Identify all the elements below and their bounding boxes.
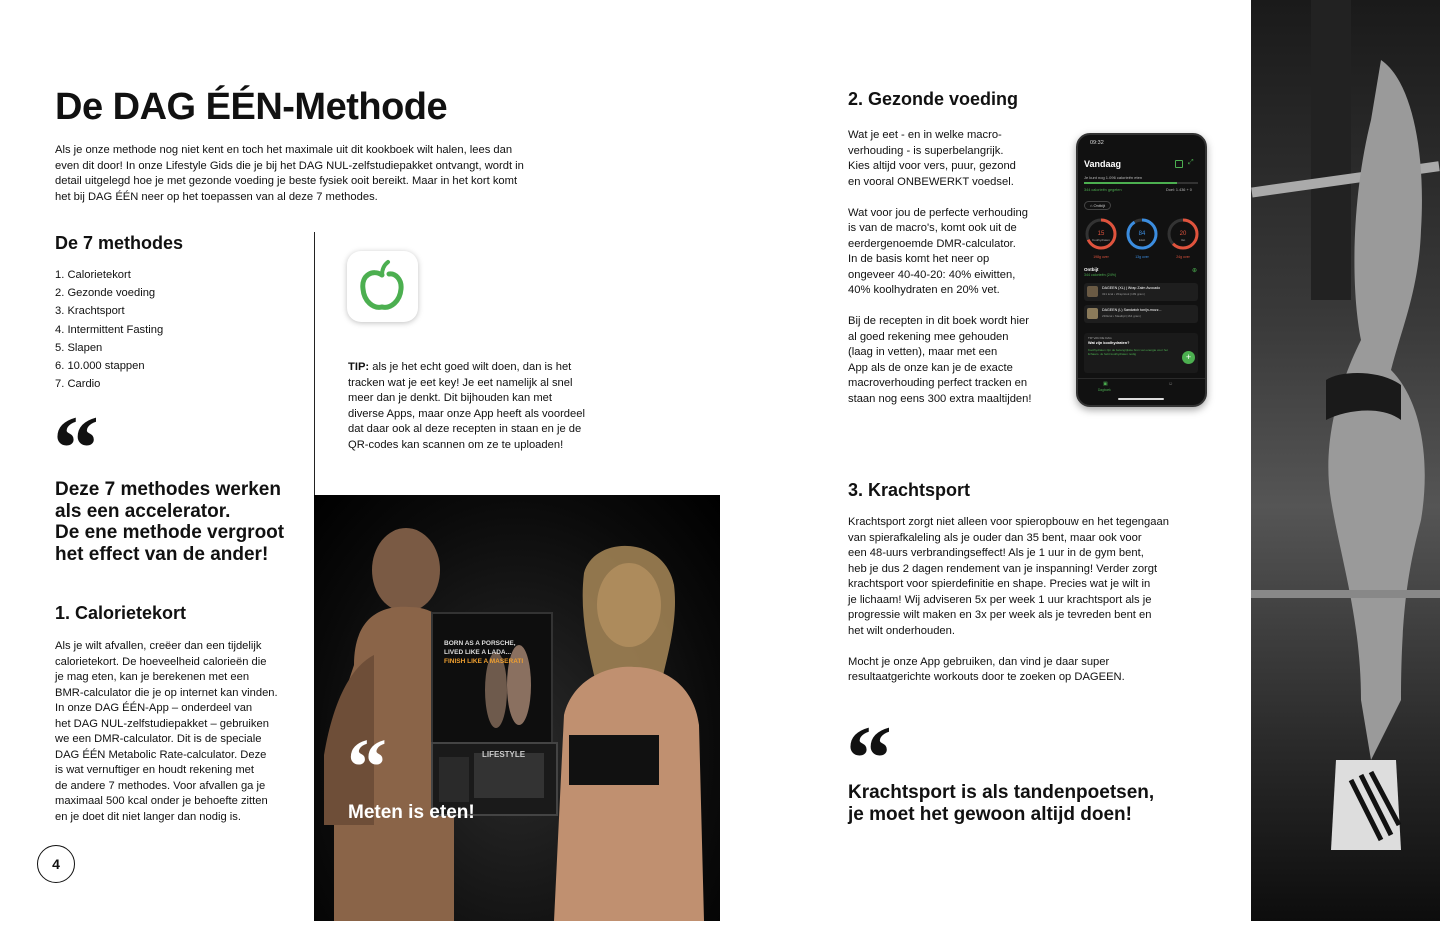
text-line: heb je dus 2 dagen rendement van je inspanning! Verder zorgt: [848, 562, 1158, 575]
photo-quote-mark-icon: “: [347, 724, 387, 812]
text-line: is van de macro's, komt ook uit de: [848, 222, 1017, 234]
list-item: 7. Cardio: [55, 378, 101, 391]
ring-label: Vet: [1180, 238, 1186, 242]
tip-card-title: TIP VAN DE DAG: [1088, 336, 1112, 340]
text-line: we een DMR-calculator. Dit is de speciale: [55, 733, 262, 745]
ring-sub: 24g over: [1176, 255, 1190, 259]
text-line: Wat voor jou de perfecte verhouding: [848, 206, 1028, 219]
text-line: [348, 360, 598, 376]
list-item: 5. Slapen: [55, 341, 103, 354]
text-line: Mocht je onze App gebruiken, dan vind je daar super: [848, 655, 1110, 668]
calorie-progress-fill: [1084, 182, 1177, 184]
meal-meta: 321 kcal • Wrap/stuk (199 gram): [1102, 292, 1145, 296]
pull-quote-line: als een accelerator.: [55, 500, 231, 522]
box-text-line: BORN AS A PORSCHE,: [444, 640, 516, 647]
tip-card-heading: Wat zijn koolhydraten?: [1088, 341, 1130, 345]
text-line: DAG ÉÉN Metabolic Rate-calculator. Deze: [55, 748, 267, 761]
text-line: krachtsport voor spierdefinitie en shape. Precies wat je wilt in: [848, 578, 1151, 590]
text-line: 40% koolhydraten en 20% vet.: [848, 284, 1000, 296]
text-line: resultaatgerichte workouts door te zoeken op DAGEEN.: [848, 671, 1125, 683]
text-line: en je doet dit niet langer dan nodig is.: [55, 810, 241, 823]
pull-quote-krachtsport: [848, 782, 1154, 825]
column-divider: [314, 232, 315, 496]
add-button[interactable]: +: [1182, 351, 1195, 364]
ring-sub: 13g over: [1135, 255, 1149, 259]
section3-body: [848, 515, 1193, 686]
text-line: en vooral ONBEWERKT voedsel.: [848, 175, 1014, 188]
list-item: 3. Krachtsport: [55, 305, 125, 318]
text-line: het DAG NUL-zelfstudiepakket – gebruiken: [55, 717, 269, 730]
tip-card[interactable]: [1084, 333, 1198, 373]
diary-icon[interactable]: ▣: [1103, 381, 1108, 387]
text-line: staan nog eens 300 extra maaltijden!: [848, 392, 1032, 405]
text-line: BMR-calculator die je op internet kan vinden.: [55, 686, 278, 699]
calorie-progress: [1084, 182, 1198, 184]
tip-paragraph: [348, 360, 598, 453]
text-line: Wat je eet - en in welke macro-: [848, 129, 1002, 141]
expand-icon[interactable]: ⤢: [1188, 159, 1194, 166]
text-line: (laag in vetten), maar met een: [848, 346, 998, 358]
text-line: diverse Apps, maar onze App heeft als voordeel: [348, 407, 585, 420]
list-item[interactable]: [1084, 305, 1198, 323]
text-line: macroverhouding perfect tracken en: [848, 377, 1028, 389]
text-line: Krachtsport zorgt niet alleen voor spieropbouw en het tegengaan: [848, 516, 1169, 528]
phone-mockup: [1076, 133, 1207, 407]
text-line: Bij de recepten in dit boek wordt hier: [848, 315, 1029, 327]
tab-dagboek[interactable]: Dagboek: [1098, 388, 1111, 392]
list-item: 2. Gezonde voeding: [55, 287, 156, 300]
section2-heading: 2. Gezonde voeding: [848, 89, 1019, 109]
box-text-line: FINISH LIKE A MASERATI: [444, 658, 524, 665]
pull-quote-line: Deze 7 methodes werken: [55, 479, 281, 500]
text-line: progressie wilt maken en 3x per week als je tevreden bent en: [848, 609, 1152, 621]
text-line: je lichaam! Wij adviseren 5x per week 1 uur krachtsport als je: [848, 593, 1152, 606]
text-line: een 48-uurs verbrandingseffect! Als je 1 uur in de gym bent,: [848, 547, 1144, 559]
pull-quote-line: je moet het gewoon altijd doen!: [848, 803, 1132, 825]
text-line: QR-codes kan scannen om ze te uploaden!: [348, 438, 564, 451]
pull-quote-line: Krachtsport is als tandenpoetsen,: [848, 782, 1155, 803]
calendar-icon[interactable]: [1175, 160, 1183, 168]
tab-ontbijt[interactable]: ⌂ Ontbijt: [1084, 201, 1111, 210]
tip-label: TIP:: [348, 361, 370, 373]
text-line: is wat vernuftiger en houdt rekening met: [55, 764, 254, 776]
ring-label: Eiwit: [1138, 238, 1146, 242]
text-line: meer dan je denkt. Dit bijhouden kan met: [348, 392, 552, 404]
list-item: 1. Calorietekort: [55, 269, 131, 281]
tip-text: als je het echt goed wilt doen, dan is het: [369, 361, 572, 373]
section1-body: [55, 639, 305, 825]
text-line: ongeveer 40-40-20: 40% eiwitten,: [848, 268, 1016, 281]
page-number: 4: [37, 845, 75, 883]
section1-heading: 1. Calorietekort: [55, 603, 187, 623]
text-line: je mag eten, kan je berekenen met een: [55, 671, 250, 683]
methods-list: [55, 266, 163, 393]
text-line: al goed rekening mee gehouden: [848, 330, 1009, 343]
text-line: eerdergenoemde DMR-calculator.: [848, 237, 1016, 250]
list-item[interactable]: [1084, 283, 1198, 301]
box-text-line: LIVED LIKE A LADA...: [444, 649, 512, 656]
app-icon: [347, 251, 418, 322]
couple-photo-illustration: [314, 495, 720, 921]
text-line: verhouding - is superbelangrijk.: [848, 144, 1004, 157]
meal-heading: Ontbijt: [1084, 267, 1099, 272]
ring-value: 20: [1179, 231, 1187, 237]
text-line: tracken wat je eet key! Je eet namelijk al snel: [348, 376, 573, 389]
methods-heading: De 7 methodes: [55, 233, 184, 253]
ring-label: Koolhydraten: [1092, 238, 1110, 242]
tip-card-text: Koolhydraten zijn de belangrijkste bron van energie voor het lichaam. Je hebt koolhydraten nodig: [1088, 348, 1168, 356]
text-line: In onze DAG ÉÉN-App – onderdeel van: [55, 702, 253, 714]
add-meal-icon[interactable]: ⊕: [1192, 268, 1198, 274]
page-title: De DAG ÉÉN-Methode: [55, 86, 448, 128]
tab-label: Ontbijt: [1093, 203, 1106, 208]
phone-goal: Doel: 1.436 + 0: [1166, 188, 1192, 192]
phone-subtitle: Je kunt nog 1.096 calorieën eten: [1084, 175, 1143, 180]
section3-heading: 3. Krachtsport: [848, 480, 971, 500]
photo-caption: Meten is eten!: [348, 802, 475, 823]
text-line: dat daar ook al deze recepten in staan en je de: [348, 423, 582, 435]
profile-icon[interactable]: ☺: [1168, 381, 1174, 387]
section2-body: [848, 128, 1063, 407]
ring-value: 84: [1138, 231, 1146, 237]
meal-meta: 230kcal • Maaltijd (164 gram): [1102, 314, 1141, 318]
quote-mark-icon: “: [53, 397, 99, 499]
text-line: Kies altijd voor vers, puur, gezond: [848, 160, 1016, 172]
list-item: 4. Intermittent Fasting: [55, 323, 164, 336]
text-line: het wilt onderhouden.: [848, 624, 955, 637]
meal-name: DAGEEN (XL) | Wrap Zalm Avocado: [1102, 286, 1161, 290]
macro-rings: [1082, 215, 1202, 263]
intro-paragraph: Als je onze methode nog niet kent en toch het maximale uit dit kookboek wilt halen, lees dan even dit door! In onze Lifestyle Gids die je bij het DAG NUL-zelfstudiepakket ontvangt, wordt in detail uitgelegd hoe je met gezonde voeding je beste fysiek ooit bereikt. Maar in het kort komt het bij DAG ÉÉN neer op het toepassen van al deze 7 methodes.: [55, 144, 524, 203]
phone-time: 09:32: [1090, 140, 1104, 146]
quote-mark-icon: “: [846, 707, 892, 809]
gym-photo-illustration: [1251, 0, 1440, 921]
text-line: App als de onze kan je de exacte: [848, 361, 1013, 374]
pull-quote-methods: [55, 479, 284, 565]
pull-quote-line: het effect van de ander!: [55, 543, 269, 565]
phone-consumed: 344 calorieën gegeten: [1084, 188, 1122, 192]
apple-icon: [347, 251, 418, 322]
meal-thumbnail: [1087, 308, 1098, 319]
box-label: LIFESTYLE: [482, 750, 526, 759]
home-indicator: [1118, 398, 1164, 400]
pull-quote-line: De ene methode vergroot: [55, 522, 285, 543]
text-line: de andere 7 methodes. Voor afvallen ga je: [55, 779, 266, 792]
meal-name: DAGEEN (L) Sandwich tonijn-mozz...: [1102, 308, 1162, 312]
list-item: 6. 10.000 stappen: [55, 360, 145, 373]
text-line: In de basis komt het neer op: [848, 253, 990, 265]
text-line: maximaal 500 kcal onder je behoefte zitten: [55, 795, 268, 807]
phone-title: Vandaag: [1084, 159, 1122, 169]
meal-thumbnail: [1087, 286, 1098, 297]
couple-photo: [314, 495, 720, 921]
text-line: Als je wilt afvallen, creëer dan een tijdelijk: [55, 640, 262, 652]
text-line: calorietekort. De hoeveelheid calorieën die: [55, 655, 267, 668]
gym-photo: [1251, 0, 1440, 921]
ring-value: 15: [1097, 231, 1105, 237]
ring-sub: 198g over: [1093, 255, 1109, 259]
text-line: van spierafkaleling als je ouder dan 35 bent, maar ook voor: [848, 531, 1142, 544]
meal-sub: 344 calorieën (24%): [1084, 273, 1117, 277]
